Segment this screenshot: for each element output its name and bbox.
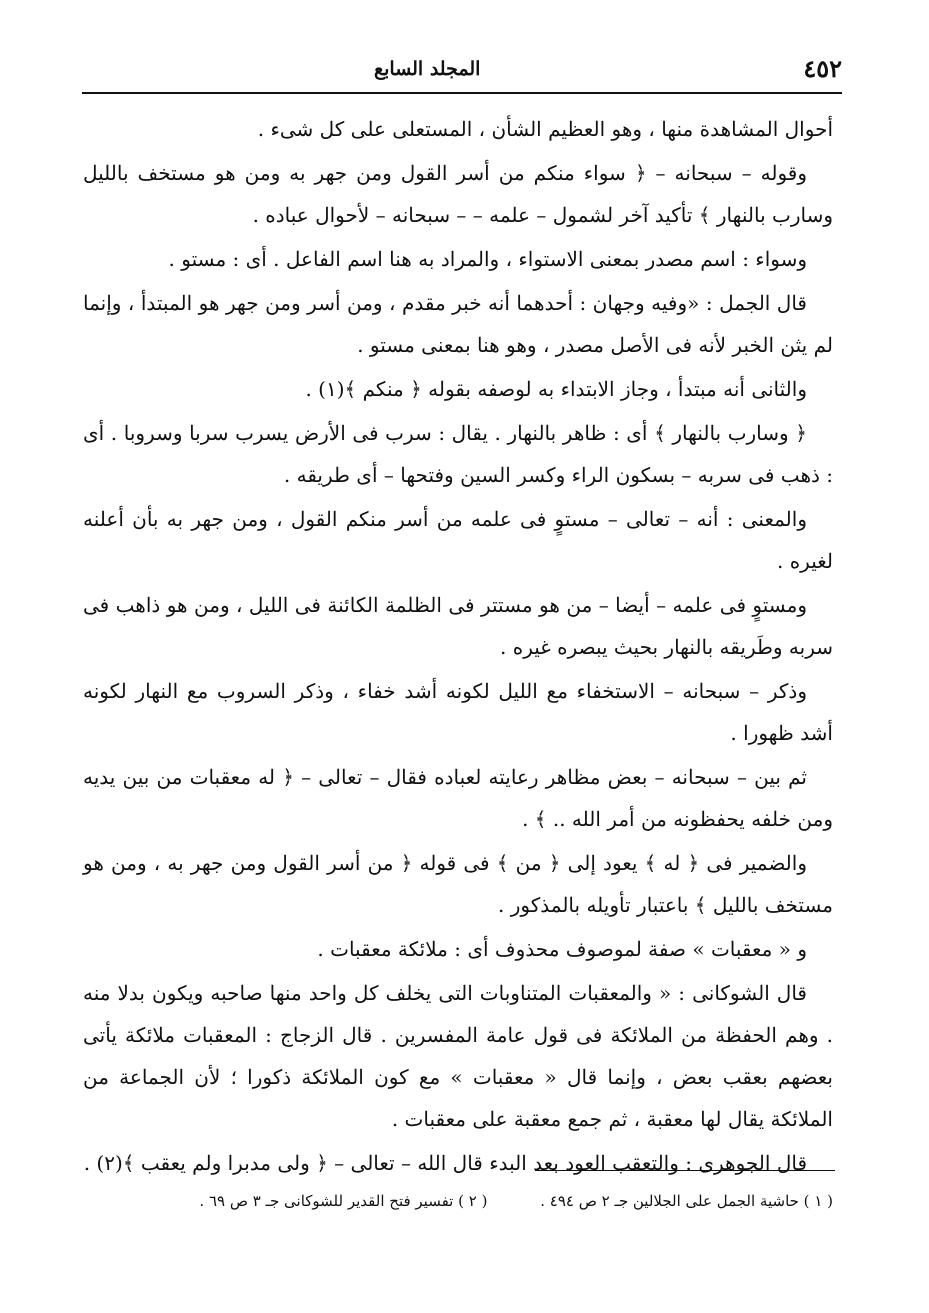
paragraph: وقوله – سبحانه – ﴿ سواء منكم من أسر القول ومن جهر به ومن هو مستخف بالليل وسارب بالنهار ﴾ تأكيد آخر لشمول – علمه – – سبحانه – لأحوال عباده .: [83, 161, 833, 227]
footnotes: [83, 1186, 833, 1216]
footnote-2: ( ٢ ) تفسير فتح القدير للشوكانى جـ ٣ ص ٦٩ .: [199, 1192, 488, 1210]
paragraph: و « معقبات » صفة لموصوف محذوف أى : ملائكة معقبات .: [317, 937, 807, 961]
paragraph: ثم بين – سبحانه – بعض مظاهر رعايته لعباده فقال – تعالى – ﴿ له معقبات من بين يديه ومن خلفه يحفظونه من أمر الله .. ﴾ .: [83, 765, 833, 831]
header-divider: [82, 92, 842, 94]
paragraph: ﴿ وسارب بالنهار ﴾ أى : ظاهر بالنهار . يقال : سرب فى الأرض يسرب سربا وسروبا . أى : ذهب فى سربه – بسكون الراء وكسر السين وفتحها – أى طريقه .: [83, 421, 833, 487]
volume-title: المجلد السابع: [374, 58, 481, 80]
paragraph: ومستوٍ فى علمه – أيضا – من هو مستتر فى الظلمة الكائنة فى الليل ، ومن هو ذاهب فى سربه وطَريقه بالنهار بحيث يبصره غيره .: [83, 593, 833, 659]
footnote-divider: [535, 1170, 835, 1171]
body-text: [83, 108, 833, 1186]
paragraph: والضمير فى ﴿ له ﴾ يعود إلى ﴿ من ﴾ فى قوله ﴿ من أسر القول ومن جهر به ، ومن هو مستخف بالليل ﴾ باعتبار تأويله بالمذكور .: [83, 851, 833, 917]
paragraph: وسواء : اسم مصدر بمعنى الاستواء ، والمراد به هنا اسم الفاعل . أى : مستو .: [168, 247, 807, 271]
running-header: [82, 44, 842, 84]
paragraph: قال الشوكانى : « والمعقبات المتناوبات التى يخلف كل واحد منها صاحبه ويكون بدلا منه . وهم الحفظة من الملائكة فى قول عامة المفسرين . قال الزجاج : المعقبات ملائكة يأتى بعضهم بعقب بعض ، وإنما قال « معقبات » مع كون الملائكة ذكورا ؛ لأن الجماعة من الملائكة يقال لها معقبة ، ثم جمع معقبة على معقبات .: [83, 981, 833, 1131]
paragraph: وذكر – سبحانه – الاستخفاء مع الليل لكونه أشد خفاء ، وذكر السروب مع النهار لكونه أشد ظهورا .: [83, 679, 833, 745]
paragraph: والثانى أنه مبتدأ ، وجاز الابتداء به لوصفه بقوله ﴿ منكم ﴾(١) .: [305, 377, 807, 401]
paragraph: أحوال المشاهدة منها ، وهو العظيم الشأن ، المستعلى على كل شىء .: [257, 117, 833, 141]
page-number: ٤٥٢: [803, 54, 842, 83]
footnote-1: ( ١ ) حاشية الجمل على الجلالين جـ ٢ ص ٤٩٤ .: [540, 1192, 833, 1210]
paragraph: قال الجوهرى : والتعقب العود بعد البدء قال الله – تعالى – ﴿ ولى مدبرا ولم يعقب ﴾(٢) .: [83, 1151, 807, 1175]
paragraph: قال الجمل : «وفيه وجهان : أحدهما أنه خبر مقدم ، ومن أسر ومن جهر هو المبتدأ ، وإنما لم يثن الخبر لأنه فى الأصل مصدر ، وهو هنا بمعنى مستو .: [83, 291, 833, 357]
paragraph: والمعنى : أنه – تعالى – مستوٍ فى علمه من أسر منكم القول ، ومن جهر به بأن أعلنه لغيره .: [83, 507, 833, 573]
